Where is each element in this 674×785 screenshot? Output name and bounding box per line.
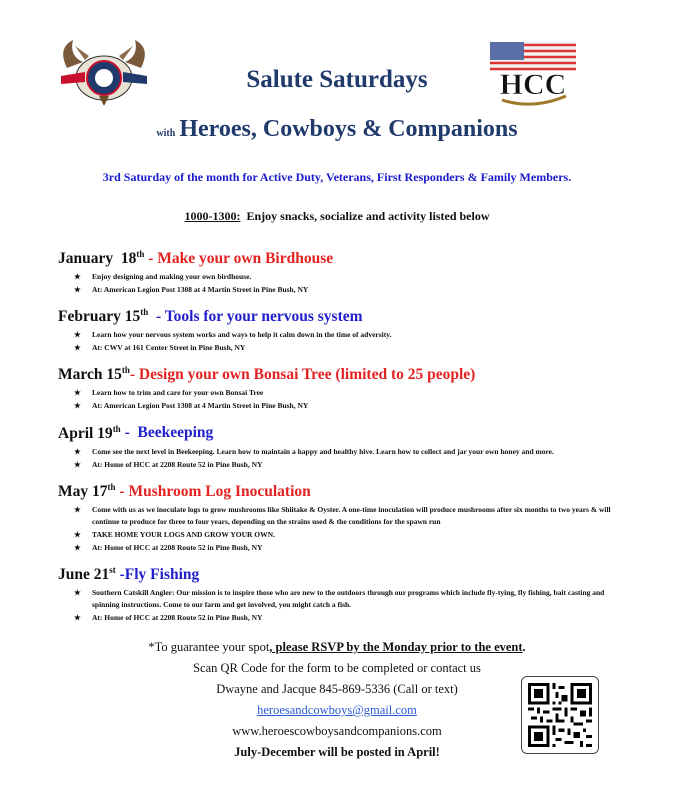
event-item [58, 244, 628, 296]
event-detail-item [58, 446, 628, 458]
event-activity: -Fly Fishing [115, 565, 200, 583]
subtitle [0, 116, 674, 143]
event-detail-text: Come with us as we inoculate logs to grow mushrooms like Shiitake & Oyster. A one-time inoculation will produce mushrooms after six months to two years & will continue to produce for three to four years, depending on the strains used & the conditions for the spawn run [92, 504, 611, 526]
event-date-suffix: th [136, 249, 145, 259]
event-detail-item [58, 400, 628, 412]
event-heading [58, 477, 628, 502]
event-detail-text: At: CWV at 161 Center Street in Pine Bush, NY [92, 343, 246, 353]
event-date-text: May 17 [58, 482, 108, 500]
event-activity: - Design your own Bonsai Tree (limited to 25 people) [129, 366, 476, 384]
event-detail-item [58, 284, 628, 296]
star-bullet-icon: ★ [74, 285, 81, 295]
star-bullet-icon: ★ [74, 459, 81, 469]
rsvp-line [0, 637, 674, 658]
event-detail-item [58, 587, 628, 611]
event-activity: - Mushroom Log Inoculation [115, 482, 311, 500]
website-line[interactable]: www.heroescowboysandcompanions.com [232, 724, 442, 738]
event-detail-text: At: American Legion Post 1308 at 4 Martin Street in Pine Bush, NY [92, 285, 309, 295]
event-date [58, 308, 148, 325]
event-detail-text: TAKE HOME YOUR LOGS AND GROW YOUR OWN. [92, 529, 275, 539]
event-date [58, 366, 130, 383]
page-title: Salute Saturdays [246, 66, 428, 93]
event-details [58, 446, 628, 471]
event-heading [58, 560, 628, 585]
event-details [58, 271, 628, 296]
event-date-text: February 15 [58, 308, 141, 326]
event-details [58, 587, 628, 624]
star-bullet-icon: ★ [74, 542, 81, 552]
email-link[interactable]: heroesandcowboys@gmail.com [257, 703, 417, 717]
event-date-text: March 15 [58, 366, 122, 384]
event-detail-item [58, 542, 628, 554]
event-date [58, 566, 116, 583]
qr-instruction: Scan QR Code for the form to be completed or contact us [193, 661, 481, 675]
event-heading [58, 244, 628, 269]
star-bullet-icon: ★ [74, 388, 81, 398]
event-date [58, 483, 116, 500]
event-item [58, 418, 628, 470]
event-details [58, 329, 628, 354]
event-detail-text: Enjoy designing and making your own birdhouse. [92, 272, 252, 282]
event-item [58, 477, 628, 554]
star-bullet-icon: ★ [74, 529, 81, 539]
tagline: 3rd Saturday of the month for Active Duty, Veterans, First Responders & Family Members. [102, 170, 572, 184]
event-detail-item [58, 504, 628, 528]
event-activity: - Beekeeping [120, 424, 214, 442]
event-date-suffix: th [107, 481, 116, 492]
event-detail-text: At: Home of HCC at 2208 Route 52 in Pine Bush, NY [92, 612, 263, 622]
event-activity: - Make your own Birdhouse [144, 250, 334, 268]
star-bullet-icon: ★ [74, 272, 81, 282]
qr-code-icon[interactable] [521, 676, 599, 754]
event-date-text: June 21 [58, 565, 110, 583]
event-date [58, 250, 144, 267]
event-detail-item [58, 342, 628, 354]
event-date-text: January 18 [58, 250, 137, 268]
event-date-text: April 19 [58, 424, 113, 442]
event-heading [58, 360, 628, 385]
event-detail-text: At: Home of HCC at 2208 Route 52 in Pine Bush, NY [92, 542, 263, 552]
hours-line [0, 209, 674, 224]
event-heading [58, 418, 628, 443]
event-date-suffix: st [109, 564, 116, 575]
star-bullet-icon: ★ [74, 343, 81, 353]
event-detail-text: Learn how your nervous system works and ways to help it calm down in the time of adversity. [92, 330, 392, 340]
event-detail-item [58, 271, 628, 283]
star-bullet-icon: ★ [74, 401, 81, 411]
event-detail-text: Come see the next level in Beekeeping. Learn how to maintain a happy and healthy hive. Learn how to collect and jar your own honey and more. [92, 446, 554, 456]
event-activity: - Tools for your nervous system [148, 308, 363, 326]
event-date-suffix: th [112, 423, 121, 434]
event-item [58, 560, 628, 624]
event-detail-item [58, 459, 628, 471]
star-bullet-icon: ★ [74, 330, 81, 340]
organization-name: Heroes, Cowboys & Companions [179, 116, 518, 142]
rsvp-prefix: *To guarantee your spot [148, 640, 270, 654]
event-detail-item [58, 529, 628, 541]
event-detail-text: At: Home of HCC at 2208 Route 52 in Pine Bush, NY [92, 459, 263, 469]
rsvp-deadline: , please RSVP by the Monday prior to the event [269, 640, 523, 654]
contact-line: Dwayne and Jacque 845-869-5336 (Call or text) [216, 682, 458, 696]
event-detail-item [58, 387, 628, 399]
events-list [58, 244, 628, 630]
event-detail-item [58, 329, 628, 341]
svg-text:HCC: HCC [499, 68, 567, 101]
star-bullet-icon: ★ [74, 612, 81, 622]
rsvp-end: . [522, 640, 526, 654]
event-detail-text: Learn how to trim and care for your own Bonsai Tree [92, 388, 264, 398]
with-label: with [156, 128, 176, 139]
event-detail-text: At: American Legion Post 1308 at 4 Martin Street in Pine Bush, NY [92, 401, 309, 411]
event-details [58, 387, 628, 412]
event-detail-item [58, 612, 628, 624]
event-item [58, 360, 628, 412]
event-date-suffix: th [121, 365, 130, 376]
star-bullet-icon: ★ [74, 504, 81, 514]
schedule-note: July-December will be posted in April! [234, 745, 440, 759]
event-item [58, 302, 628, 354]
event-date [58, 425, 121, 442]
event-date-suffix: th [140, 307, 149, 318]
event-heading [58, 302, 628, 327]
star-bullet-icon: ★ [74, 587, 81, 597]
hours-time: 1000-1300: [184, 209, 241, 223]
event-detail-text: Southern Catskill Angler: Our mission is to inspire those who are new to the outdoors through our programs which include fly-tying, fly fishing, bait casting and spinning instructions. Come to our farm and get involved, you might catch a fish. [92, 587, 605, 609]
hours-text: Enjoy snacks, socialize and activity listed below [240, 209, 490, 223]
event-details [58, 504, 628, 554]
star-bullet-icon: ★ [74, 446, 81, 456]
